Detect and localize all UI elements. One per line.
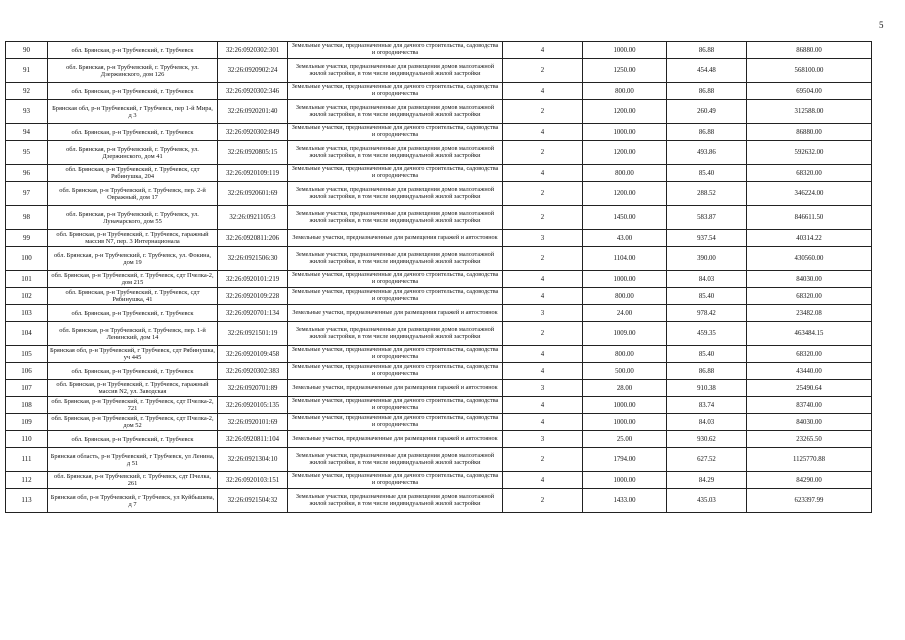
row-number: 112 xyxy=(6,472,48,489)
land-use-cell: Земельные участки, предназначенные для размещения гаражей и автостоянок xyxy=(288,305,503,322)
table-row xyxy=(6,124,872,141)
cadastral-number-cell: 32:26:0921504:32 xyxy=(218,489,288,513)
address-cell: обл. Брянская, р-н Трубчевский, г. Трубчевск xyxy=(48,83,218,100)
row-number: 95 xyxy=(6,141,48,165)
area-cell: 1000.00 xyxy=(583,271,667,288)
row-number: 98 xyxy=(6,206,48,230)
cadastral-value-cell: 86880.00 xyxy=(747,124,872,141)
table-row xyxy=(6,305,872,322)
address-cell: обл. Брянская, р-н Трубчевский, г. Трубчевск xyxy=(48,363,218,380)
category-cell: 3 xyxy=(503,380,583,397)
table-row xyxy=(6,247,872,271)
unit-value-cell: 454.48 xyxy=(667,59,747,83)
table-row xyxy=(6,100,872,124)
unit-value-cell: 910.38 xyxy=(667,380,747,397)
land-use-cell: Земельные участки, предназначенные для дачного строительства, садоводства и огородничества xyxy=(288,472,503,489)
unit-value-cell: 390.00 xyxy=(667,247,747,271)
address-cell: обл. Брянская, р-н Трубчевский, г. Трубчевск, сдт Пчелка-2, дом 215 xyxy=(48,271,218,288)
category-cell: 2 xyxy=(503,322,583,346)
address-cell: обл. Брянская, р-н Трубчевский, г. Трубчевск xyxy=(48,305,218,322)
category-cell: 4 xyxy=(503,124,583,141)
area-cell: 1104.00 xyxy=(583,247,667,271)
unit-value-cell: 435.03 xyxy=(667,489,747,513)
unit-value-cell: 260.49 xyxy=(667,100,747,124)
cadastral-value-cell: 1125770.88 xyxy=(747,448,872,472)
cadastral-value-cell: 40314.22 xyxy=(747,230,872,247)
table-row xyxy=(6,165,872,182)
land-use-cell: Земельные участки, предназначенные для размещения гаражей и автостоянок xyxy=(288,431,503,448)
cadastral-number-cell: 32:26:0921304:10 xyxy=(218,448,288,472)
category-cell: 3 xyxy=(503,230,583,247)
category-cell: 2 xyxy=(503,206,583,230)
cadastral-value-cell: 463484.15 xyxy=(747,322,872,346)
cadastral-number-cell: 32:26:0920101:69 xyxy=(218,414,288,431)
area-cell: 1433.00 xyxy=(583,489,667,513)
category-cell: 4 xyxy=(503,83,583,100)
cadastral-value-cell: 568100.00 xyxy=(747,59,872,83)
category-cell: 4 xyxy=(503,414,583,431)
table-row xyxy=(6,472,872,489)
row-number: 104 xyxy=(6,322,48,346)
cadastral-number-cell: 32:26:0920811:206 xyxy=(218,230,288,247)
cadastral-value-cell: 23482.08 xyxy=(747,305,872,322)
address-cell: обл. Брянская, р-н Трубчевский, г. Трубчевск xyxy=(48,42,218,59)
land-use-cell: Земельные участки, предназначенные для дачного строительства, садоводства и огородничества xyxy=(288,42,503,59)
unit-value-cell: 85.40 xyxy=(667,346,747,363)
land-use-cell: Земельные участки, предназначенные для размещения домов малоэтажной жилой застройки, в том числе индивидуальной жилой застройки xyxy=(288,59,503,83)
cadastral-value-cell: 69504.00 xyxy=(747,83,872,100)
unit-value-cell: 86.88 xyxy=(667,83,747,100)
table-row xyxy=(6,83,872,100)
table-row xyxy=(6,271,872,288)
cadastral-value-cell: 846611.50 xyxy=(747,206,872,230)
row-number: 103 xyxy=(6,305,48,322)
row-number: 111 xyxy=(6,448,48,472)
area-cell: 500.00 xyxy=(583,363,667,380)
category-cell: 4 xyxy=(503,288,583,305)
unit-value-cell: 583.87 xyxy=(667,206,747,230)
cadastral-value-cell: 430560.00 xyxy=(747,247,872,271)
unit-value-cell: 493.86 xyxy=(667,141,747,165)
row-number: 92 xyxy=(6,83,48,100)
area-cell: 800.00 xyxy=(583,83,667,100)
area-cell: 1009.00 xyxy=(583,322,667,346)
address-cell: обл. Брянская, р-н Трубчевский, г. Трубчевск, ул. Луначарского, дом 55 xyxy=(48,206,218,230)
land-use-cell: Земельные участки, предназначенные для дачного строительства, садоводства и огородничества xyxy=(288,414,503,431)
table-row xyxy=(6,414,872,431)
cadastral-value-cell: 346224.00 xyxy=(747,182,872,206)
row-number: 101 xyxy=(6,271,48,288)
address-cell: обл. Брянская, р-н Трубчевский, г. Трубчевск, ул. Дзержинского, дом 126 xyxy=(48,59,218,83)
row-number: 91 xyxy=(6,59,48,83)
address-cell: обл. Брянская, р-н Трубчевский, г. Трубчевск xyxy=(48,431,218,448)
row-number: 93 xyxy=(6,100,48,124)
category-cell: 2 xyxy=(503,448,583,472)
cadastral-value-cell: 623397.99 xyxy=(747,489,872,513)
row-number: 113 xyxy=(6,489,48,513)
area-cell: 1000.00 xyxy=(583,472,667,489)
row-number: 108 xyxy=(6,397,48,414)
unit-value-cell: 288.52 xyxy=(667,182,747,206)
cadastral-value-cell: 23265.50 xyxy=(747,431,872,448)
unit-value-cell: 459.35 xyxy=(667,322,747,346)
area-cell: 800.00 xyxy=(583,346,667,363)
address-cell: Брянская обл, р-н Трубчевский, г Трубчевск, сдт Рябинушка, уч 445 xyxy=(48,346,218,363)
cadastral-number-cell: 32:26:0920701:89 xyxy=(218,380,288,397)
table-row xyxy=(6,230,872,247)
table-row xyxy=(6,42,872,59)
category-cell: 4 xyxy=(503,346,583,363)
category-cell: 3 xyxy=(503,305,583,322)
cadastral-value-cell: 84290.00 xyxy=(747,472,872,489)
cadastral-number-cell: 32:26:0920109:458 xyxy=(218,346,288,363)
category-cell: 4 xyxy=(503,363,583,380)
category-cell: 2 xyxy=(503,247,583,271)
category-cell: 4 xyxy=(503,42,583,59)
unit-value-cell: 627.52 xyxy=(667,448,747,472)
area-cell: 24.00 xyxy=(583,305,667,322)
address-cell: обл. Брянская, р-н Трубчевский, г. Трубчевск, пер. 1-й Ленинский, дом 14 xyxy=(48,322,218,346)
land-use-cell: Земельные участки, предназначенные для размещения домов малоэтажной жилой застройки, в том числе индивидуальной жилой застройки xyxy=(288,206,503,230)
cadastral-number-cell: 32:26:0920109:228 xyxy=(218,288,288,305)
table-row xyxy=(6,288,872,305)
land-use-cell: Земельные участки, предназначенные для дачного строительства, садоводства и огородничества xyxy=(288,271,503,288)
area-cell: 25.00 xyxy=(583,431,667,448)
cadastral-number-cell: 32:26:0920302:301 xyxy=(218,42,288,59)
category-cell: 4 xyxy=(503,397,583,414)
category-cell: 4 xyxy=(503,165,583,182)
cadastral-number-cell: 32:26:0920201:40 xyxy=(218,100,288,124)
cadastral-number-cell: 32:26:0921506:30 xyxy=(218,247,288,271)
address-cell: Брянская область, р-н Трубчевский, г Трубчевск, ул Ленина, д 51 xyxy=(48,448,218,472)
land-use-cell: Земельные участки, предназначенные для дачного строительства, садоводства и огородничества xyxy=(288,124,503,141)
category-cell: 4 xyxy=(503,271,583,288)
cadastral-number-cell: 32:26:0920805:15 xyxy=(218,141,288,165)
row-number: 106 xyxy=(6,363,48,380)
table-row xyxy=(6,380,872,397)
unit-value-cell: 84.03 xyxy=(667,414,747,431)
area-cell: 1450.00 xyxy=(583,206,667,230)
area-cell: 43.00 xyxy=(583,230,667,247)
row-number: 110 xyxy=(6,431,48,448)
land-use-cell: Земельные участки, предназначенные для дачного строительства, садоводства и огородничества xyxy=(288,346,503,363)
area-cell: 800.00 xyxy=(583,288,667,305)
cadastral-value-cell: 68320.00 xyxy=(747,288,872,305)
category-cell: 4 xyxy=(503,472,583,489)
cadastral-value-cell: 43440.00 xyxy=(747,363,872,380)
unit-value-cell: 978.42 xyxy=(667,305,747,322)
table-row xyxy=(6,448,872,472)
row-number: 99 xyxy=(6,230,48,247)
land-use-cell: Земельные участки, предназначенные для размещения домов малоэтажной жилой застройки, в том числе индивидуальной жилой застройки xyxy=(288,182,503,206)
table-row xyxy=(6,59,872,83)
address-cell: обл. Брянская, р-н Трубчевский, г. Трубчевск, гаражный массив N2, ул. Заводская xyxy=(48,380,218,397)
unit-value-cell: 84.29 xyxy=(667,472,747,489)
address-cell: обл. Брянская, р-н Трубчевский, г. Трубчевск, ул. Фокина, дом 19 xyxy=(48,247,218,271)
land-use-cell: Земельные участки, предназначенные для размещения гаражей и автостоянок xyxy=(288,230,503,247)
area-cell: 1794.00 xyxy=(583,448,667,472)
cadastral-number-cell: 32:26:0920105:135 xyxy=(218,397,288,414)
area-cell: 1200.00 xyxy=(583,141,667,165)
row-number: 97 xyxy=(6,182,48,206)
table-row xyxy=(6,346,872,363)
address-cell: Брянская обл, р-н Трубчевский, г Трубчевск, пер 1-й Мира, д 3 xyxy=(48,100,218,124)
cadastral-number-cell: 32:26:0920902:24 xyxy=(218,59,288,83)
land-use-cell: Земельные участки, предназначенные для размещения гаражей и автостоянок xyxy=(288,380,503,397)
address-cell: обл. Брянская, р-н Трубчевский, г. Трубчевск, сдт Пчелка-2, 721 xyxy=(48,397,218,414)
address-cell: Брянская обл, р-н Трубчевский, г Трубчевск, ул Куйбышева, д 7 xyxy=(48,489,218,513)
unit-value-cell: 84.03 xyxy=(667,271,747,288)
land-use-cell: Земельные участки, предназначенные для размещения домов малоэтажной жилой застройки, в том числе индивидуальной жилой застройки xyxy=(288,247,503,271)
cadastral-value-cell: 592632.00 xyxy=(747,141,872,165)
cadastral-number-cell: 32:26:0921105:3 xyxy=(218,206,288,230)
land-use-cell: Земельные участки, предназначенные для дачного строительства, садоводства и огородничества xyxy=(288,83,503,100)
category-cell: 3 xyxy=(503,431,583,448)
cadastral-value-cell: 25490.64 xyxy=(747,380,872,397)
row-number: 94 xyxy=(6,124,48,141)
row-number: 107 xyxy=(6,380,48,397)
cadastral-number-cell: 32:26:0920109:119 xyxy=(218,165,288,182)
area-cell: 28.00 xyxy=(583,380,667,397)
category-cell: 2 xyxy=(503,489,583,513)
cadastral-value-cell: 86880.00 xyxy=(747,42,872,59)
land-use-cell: Земельные участки, предназначенные для размещения домов малоэтажной жилой застройки, в том числе индивидуальной жилой застройки xyxy=(288,100,503,124)
cadastral-number-cell: 32:26:0920701:134 xyxy=(218,305,288,322)
category-cell: 2 xyxy=(503,182,583,206)
address-cell: обл. Брянская, р-н Трубчевский, г. Трубчевск, сдт Рябинушка, 41 xyxy=(48,288,218,305)
cadastral-number-cell: 32:26:0920302:346 xyxy=(218,83,288,100)
cadastral-number-cell: 32:26:0920103:151 xyxy=(218,472,288,489)
cadastral-number-cell: 32:26:0920811:104 xyxy=(218,431,288,448)
cadastral-number-cell: 32:26:0920601:69 xyxy=(218,182,288,206)
land-use-cell: Земельные участки, предназначенные для размещения домов малоэтажной жилой застройки, в том числе индивидуальной жилой застройки xyxy=(288,322,503,346)
cadastral-number-cell: 32:26:0920302:383 xyxy=(218,363,288,380)
row-number: 105 xyxy=(6,346,48,363)
page-number: 5 xyxy=(879,20,884,30)
area-cell: 1000.00 xyxy=(583,124,667,141)
unit-value-cell: 86.88 xyxy=(667,42,747,59)
cadastral-number-cell: 32:26:0920302:849 xyxy=(218,124,288,141)
land-use-cell: Земельные участки, предназначенные для размещения домов малоэтажной жилой застройки, в том числе индивидуальной жилой застройки xyxy=(288,489,503,513)
row-number: 100 xyxy=(6,247,48,271)
table-row xyxy=(6,322,872,346)
cadastral-value-cell: 68320.00 xyxy=(747,346,872,363)
land-use-cell: Земельные участки, предназначенные для размещения домов малоэтажной жилой застройки, в том числе индивидуальной жилой застройки xyxy=(288,141,503,165)
land-parcel-table xyxy=(5,41,872,513)
cadastral-number-cell: 32:26:0921501:19 xyxy=(218,322,288,346)
area-cell: 800.00 xyxy=(583,165,667,182)
land-use-cell: Земельные участки, предназначенные для дачного строительства, садоводства и огородничества xyxy=(288,288,503,305)
row-number: 109 xyxy=(6,414,48,431)
unit-value-cell: 83.74 xyxy=(667,397,747,414)
unit-value-cell: 85.40 xyxy=(667,288,747,305)
address-cell: обл. Брянская, р-н Трубчевский, г. Трубчевск, гаражный массив N7, пер. 3 Интернационала xyxy=(48,230,218,247)
address-cell: обл. Брянская, р-н Трубчевский, г. Трубчевск, пер. 2-й Овражный, дом 17 xyxy=(48,182,218,206)
unit-value-cell: 86.88 xyxy=(667,124,747,141)
category-cell: 2 xyxy=(503,59,583,83)
unit-value-cell: 937.54 xyxy=(667,230,747,247)
table-row xyxy=(6,363,872,380)
land-use-cell: Земельные участки, предназначенные для дачного строительства, садоводства и огородничества xyxy=(288,363,503,380)
area-cell: 1000.00 xyxy=(583,42,667,59)
cadastral-value-cell: 312588.00 xyxy=(747,100,872,124)
category-cell: 2 xyxy=(503,141,583,165)
table-row xyxy=(6,489,872,513)
category-cell: 2 xyxy=(503,100,583,124)
area-cell: 1250.00 xyxy=(583,59,667,83)
address-cell: обл. Брянская, р-н Трубчевский, г. Трубчевск, сдт Рябинушка, 204 xyxy=(48,165,218,182)
row-number: 96 xyxy=(6,165,48,182)
area-cell: 1200.00 xyxy=(583,182,667,206)
address-cell: обл. Брянская, р-н Трубчевский, г. Трубчевск xyxy=(48,124,218,141)
address-cell: обл. Брянская, р-н Трубчевский, г. Трубчевск, сдт Пчелка-2, дом 52 xyxy=(48,414,218,431)
table-row xyxy=(6,206,872,230)
table-row xyxy=(6,397,872,414)
unit-value-cell: 86.88 xyxy=(667,363,747,380)
address-cell: обл. Брянская, р-н Трубчевский, г. Трубчевск, сдт Пчелка, 261 xyxy=(48,472,218,489)
land-use-cell: Земельные участки, предназначенные для дачного строительства, садоводства и огородничества xyxy=(288,397,503,414)
row-number: 90 xyxy=(6,42,48,59)
unit-value-cell: 930.62 xyxy=(667,431,747,448)
land-use-cell: Земельные участки, предназначенные для дачного строительства, садоводства и огородничества xyxy=(288,165,503,182)
address-cell: обл. Брянская, р-н Трубчевский, г. Трубчевск, ул. Дзержинского, дом 41 xyxy=(48,141,218,165)
table-row xyxy=(6,431,872,448)
table-row xyxy=(6,141,872,165)
cadastral-value-cell: 83740.00 xyxy=(747,397,872,414)
cadastral-value-cell: 84030.00 xyxy=(747,271,872,288)
cadastral-number-cell: 32:26:0920101:219 xyxy=(218,271,288,288)
area-cell: 1000.00 xyxy=(583,414,667,431)
land-use-cell: Земельные участки, предназначенные для размещения домов малоэтажной жилой застройки, в том числе индивидуальной жилой застройки xyxy=(288,448,503,472)
area-cell: 1200.00 xyxy=(583,100,667,124)
unit-value-cell: 85.40 xyxy=(667,165,747,182)
area-cell: 1000.00 xyxy=(583,397,667,414)
row-number: 102 xyxy=(6,288,48,305)
table-row xyxy=(6,182,872,206)
cadastral-value-cell: 68320.00 xyxy=(747,165,872,182)
cadastral-value-cell: 84030.00 xyxy=(747,414,872,431)
